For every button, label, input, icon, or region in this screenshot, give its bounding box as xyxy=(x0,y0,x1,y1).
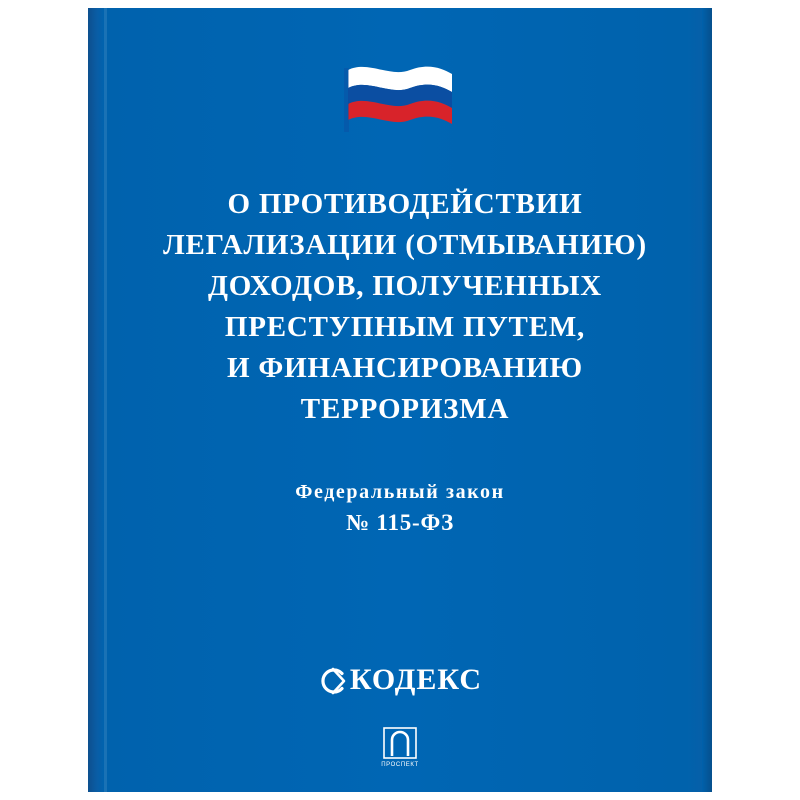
title-line-1: О ПРОТИВОДЕЙСТВИИ xyxy=(227,188,583,220)
prospekt-logo-text: ПРОСПЕКТ xyxy=(381,762,419,768)
flag-container xyxy=(88,60,712,138)
title-line-2: ЛЕГАЛИЗАЦИИ (ОТМЫВАНИЮ) xyxy=(163,229,647,261)
publisher-logo xyxy=(88,726,712,768)
book-cover-front xyxy=(88,8,712,792)
title-line-6: ТЕРРОРИЗМА xyxy=(300,393,510,425)
title-line-5: И ФИНАНСИРОВАНИЮ xyxy=(227,352,583,384)
page-title xyxy=(128,184,682,430)
kodeks-logo xyxy=(88,663,712,697)
kodeks-logo-text: КОДЕКС xyxy=(349,663,483,696)
title-line-3: ДОХОДОВ, ПОЛУЧЕННЫХ xyxy=(207,270,603,302)
russian-flag-icon xyxy=(342,60,458,138)
law-type-label: Федеральный закон xyxy=(295,481,505,503)
subtitle-block xyxy=(88,478,712,538)
kodeks-logo-icon xyxy=(318,666,348,696)
title-line-4: ПРЕСТУПНЫМ ПУТЕМ, xyxy=(224,311,586,343)
prospekt-logo-icon xyxy=(378,726,422,760)
law-number-label: № 115-ФЗ xyxy=(345,510,455,535)
